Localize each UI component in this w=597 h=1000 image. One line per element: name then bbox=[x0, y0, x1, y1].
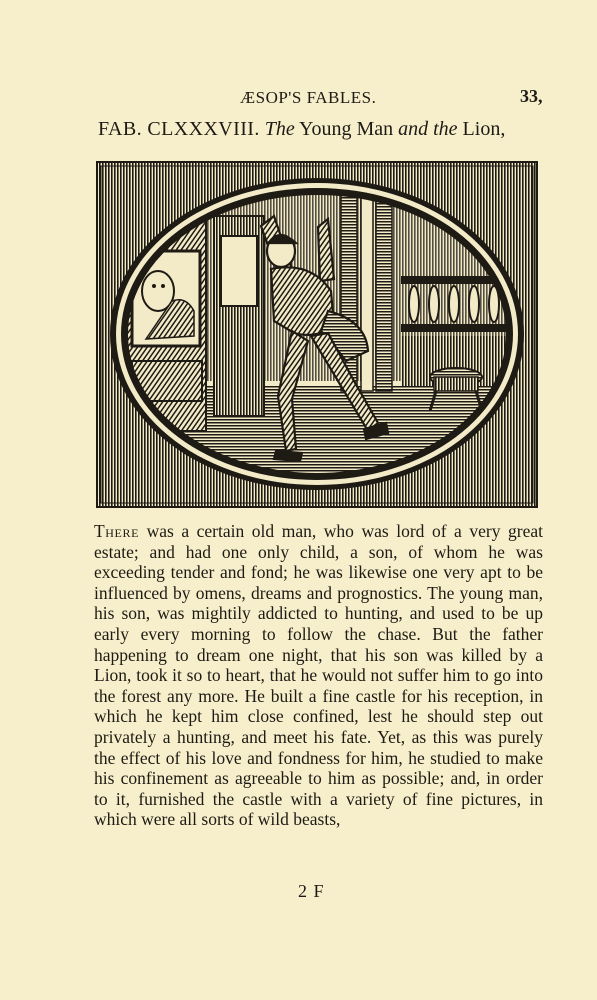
title-and-the: and the bbox=[398, 118, 458, 140]
title-lion: Lion, bbox=[462, 118, 506, 140]
title-word-the: The bbox=[264, 118, 295, 140]
body-paragraph bbox=[94, 521, 543, 830]
fable-number: FAB. CLXXXVIII. bbox=[98, 118, 260, 140]
running-head bbox=[0, 88, 597, 112]
body-text: was a certain old man, who was lord of a very great estate; and had one only child, a son, of whom he was exceeding tender and fond; he was likewise one very apt to be influenced by omens, dreams and prognostics. The young man, his son, was mightily addicted to hunting, and used to be up early every morning to follow the chase. But the father happening to dream one night, that his son was killed by a Lion, took it so to heart, that he would not suffer him to go into the forest any more. He built a fine castle for his reception, in which he kept him close confined, lest he should step out privately a hunting, and meet his fate. Yet, as this was purely the effect of his love and fondness for him, he studied to make his confinement as agreeable to him as possible; and, in order to it, furnished the castle with a variety of fine pictures, in which were all sorts of wild beasts, bbox=[94, 521, 543, 830]
signature-mark: 2 F bbox=[298, 881, 325, 901]
fable-body-text bbox=[94, 521, 543, 830]
woodcut-illustration bbox=[96, 161, 538, 508]
title-young-man: Young Man bbox=[299, 118, 394, 140]
running-title: ÆSOP'S FABLES. bbox=[240, 88, 377, 107]
page-number: 33, bbox=[520, 86, 543, 106]
opening-small-caps: There bbox=[94, 521, 140, 541]
fable-heading bbox=[98, 118, 568, 141]
